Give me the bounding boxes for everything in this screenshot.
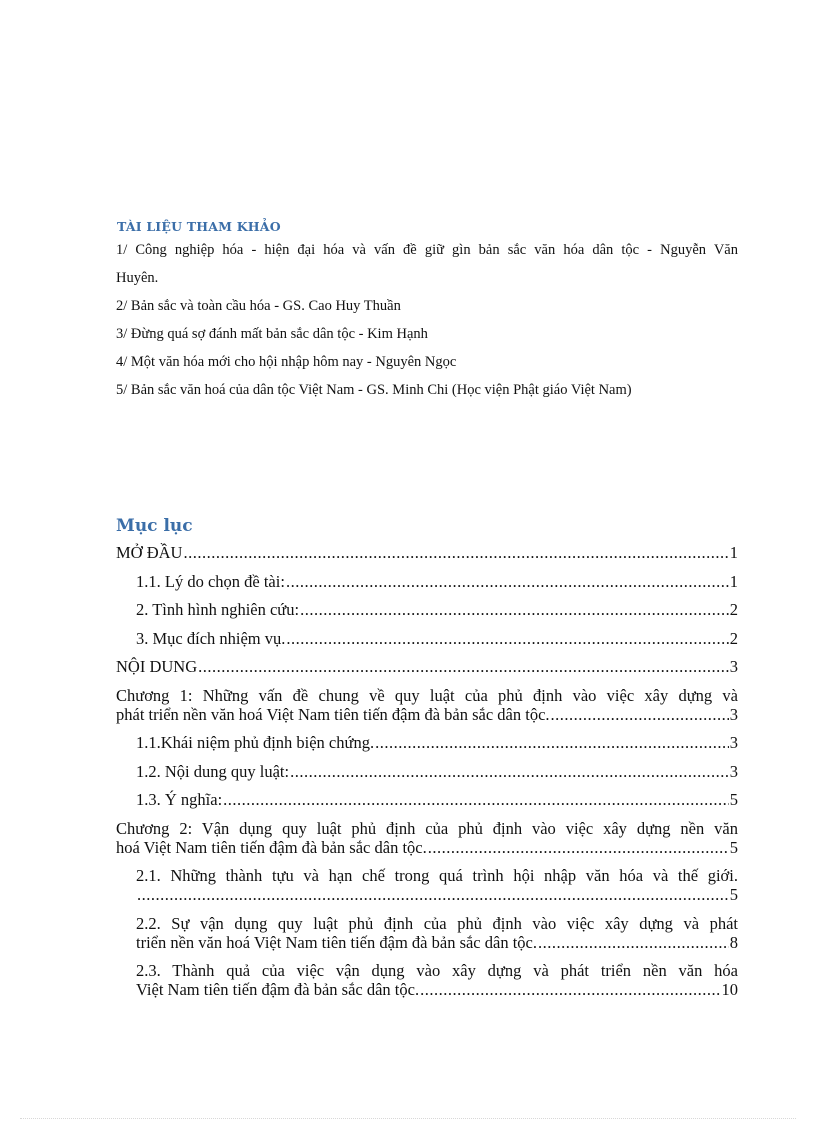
references-list — [116, 236, 738, 404]
toc-entry-title-line1: Chương 2: Vận dụng quy luật phủ định của phủ định vào việc xây dựng nền văn — [116, 818, 738, 838]
toc-entry-title: NỘI DUNG — [116, 657, 198, 676]
toc-entry-title-line2: Việt Nam tiên tiến đậm đà bản sắc dân tộc. — [136, 980, 420, 999]
toc-entry-title-line1: 2.2. Sự vận dụng quy luật phủ định của phủ định vào việc xây dựng và phát — [136, 913, 738, 933]
toc-entry-title: 1.2. Nội dung quy luật: — [136, 761, 290, 781]
toc-leader — [198, 657, 729, 676]
toc-leader — [375, 733, 729, 752]
toc-entry-page: 5 — [729, 790, 738, 809]
toc-leader — [300, 600, 729, 619]
toc-entry-page: 5 — [729, 837, 738, 857]
toc-leader — [137, 885, 729, 904]
toc-entry-thanh-qua[interactable] — [116, 961, 738, 999]
toc-entry-chuong-2[interactable] — [116, 819, 738, 857]
toc-entry-su-van-dung[interactable] — [116, 914, 738, 952]
toc-entry-title: 1.1.Khái niệm phủ định biện chứng. — [136, 733, 375, 752]
reference-item: 2/ Bản sắc và toàn cầu hóa - GS. Cao Huy Thuần — [116, 298, 401, 314]
toc-entry-title: 3. Mục đích nhiệm vụ. — [136, 628, 286, 648]
toc-entry-title-line2: hoá Việt Nam tiên tiến đậm đà bản sắc dân tộc. — [116, 837, 427, 857]
toc-entry-title-line2: phát triển nền văn hoá Việt Nam tiên tiến đậm đà bản sắc dân tộc. — [116, 704, 550, 724]
toc-entry-page: 10 — [721, 980, 738, 999]
toc-entry-title: 1.3. Ý nghĩa: — [136, 790, 223, 809]
toc-leader — [420, 980, 720, 999]
table-of-contents — [116, 543, 738, 1009]
toc-entry-title: 2. Tình hình nghiên cứu: — [136, 600, 300, 619]
toc-leader — [290, 762, 729, 781]
toc-entry-page: 3 — [729, 733, 738, 752]
toc-entry-ly-do[interactable] — [116, 572, 738, 591]
toc-leader — [183, 543, 728, 562]
toc-entry-khai-niem[interactable] — [116, 733, 738, 752]
reference-item: Huyên. — [116, 270, 159, 286]
toc-entry-page: 5 — [729, 885, 738, 904]
reference-item: 4/ Một văn hóa mới cho hội nhập hôm nay - Nguyên Ngọc — [116, 354, 457, 370]
reference-item: 3/ Đừng quá sợ đánh mất bản sắc dân tộc - Kim Hạnh — [116, 326, 428, 342]
toc-entry-page: 3 — [729, 704, 738, 724]
toc-entry-chuong-1[interactable] — [116, 686, 738, 724]
toc-entry-noi-dung[interactable] — [116, 657, 738, 676]
toc-leader — [551, 705, 729, 724]
toc-heading: Mục lục — [116, 516, 193, 536]
toc-leader — [428, 838, 729, 857]
toc-entry-muc-dich[interactable] — [116, 629, 738, 648]
toc-leader — [286, 629, 728, 648]
toc-leader — [223, 790, 729, 809]
toc-entry-page: 2 — [729, 628, 738, 648]
toc-entry-page: 3 — [729, 657, 738, 676]
toc-leader — [286, 572, 729, 591]
reference-item: 1/ Công nghiệp hóa - hiện đại hóa và vấn đề giữ gìn bản sắc văn hóa dân tộc - Nguyễn Văn — [116, 242, 738, 258]
toc-entry-title-line2: triển nền văn hoá Việt Nam tiên tiến đậm đà bản sắc dân tộc. — [136, 932, 537, 952]
toc-entry-page: 3 — [729, 761, 738, 781]
toc-entry-thanh-tuu[interactable] — [116, 866, 738, 904]
toc-entry-page: 2 — [729, 600, 738, 619]
reference-item: 5/ Bản sắc văn hoá của dân tộc Việt Nam - GS. Minh Chi (Học viện Phật giáo Việt Nam) — [116, 382, 632, 398]
toc-entry-title: MỞ ĐẦU — [116, 543, 183, 562]
toc-entry-page: 1 — [729, 571, 738, 591]
page-bottom-divider — [20, 1118, 796, 1119]
toc-entry-mo-dau[interactable] — [116, 543, 738, 562]
references-heading: TÀI LIỆU THAM KHẢO — [117, 219, 281, 234]
toc-entry-page: 1 — [729, 543, 738, 562]
toc-entry-noi-dung-quy-luat[interactable] — [116, 762, 738, 781]
toc-leader — [538, 933, 729, 952]
toc-entry-title: 1.1. Lý do chọn đề tài: — [136, 571, 285, 591]
toc-entry-y-nghia[interactable] — [116, 790, 738, 809]
toc-entry-title-line1: 2.1. Những thành tựu và hạn chế trong quá trình hội nhập văn hóa và thế giới. — [136, 866, 738, 885]
toc-entry-page: 8 — [729, 932, 738, 952]
toc-entry-title-line1: Chương 1: Những vấn đề chung về quy luật của phủ định vào việc xây dựng và — [116, 685, 738, 705]
toc-entry-title-line1: 2.3. Thành quả của việc vận dụng vào xây dựng và phát triển nền văn hóa — [136, 961, 738, 980]
toc-entry-tinh-hinh[interactable] — [116, 600, 738, 619]
